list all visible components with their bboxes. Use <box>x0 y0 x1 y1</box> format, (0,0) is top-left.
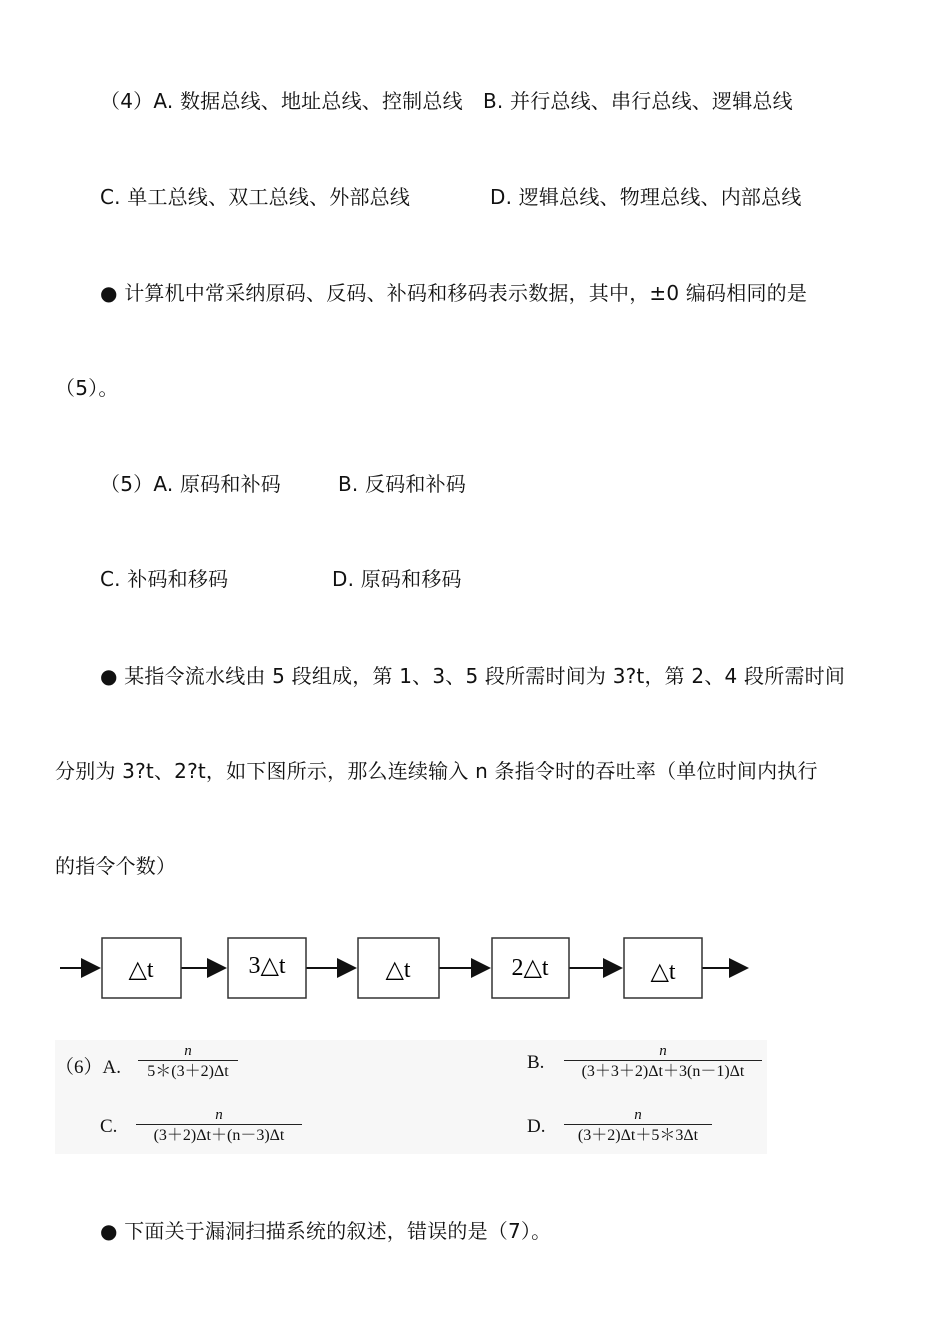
q5-stem-line-2: （5）。 <box>55 376 119 400</box>
q6-option-b-fraction <box>564 1042 762 1082</box>
q6-option-b-numerator: n <box>659 1043 667 1059</box>
q6-option-d-label: D. <box>527 1116 546 1137</box>
q6-stem-line-1: ● 某指令流水线由 5 段组成，第 1、3、5 段所需时间为 3?t，第 2、4 段所需时间 <box>100 664 846 688</box>
q4-option-c: C. 单工总线、双工总线、外部总线 <box>100 185 411 209</box>
pipeline-stage-3-label: △t <box>385 957 411 983</box>
q5-option-d: D. 原码和移码 <box>332 567 462 591</box>
pipeline-stage-5-label: △t <box>650 959 676 985</box>
q6-option-a-numerator: n <box>184 1043 192 1059</box>
q6-option-c-numerator: n <box>215 1107 223 1123</box>
q6-option-d-denominator: (3＋2)Δt＋5＊3Δt <box>564 1124 712 1146</box>
q4-option-d: D. 逻辑总线、物理总线、内部总线 <box>490 185 802 209</box>
q6-option-a-label: （6）A. <box>55 1057 121 1078</box>
q5-option-c: C. 补码和移码 <box>100 567 229 591</box>
q6-stem-line-2: 分别为 3?t、2?t，如下图所示，那么连续输入 n 条指令时的吞吐率（单位时间内执行 <box>55 759 818 783</box>
q5-option-b: B. 反码和补码 <box>338 472 467 496</box>
q6-option-a-denominator: 5＊(3＋2)Δt <box>138 1060 238 1082</box>
q6-option-a-fraction <box>138 1042 238 1082</box>
q6-formula-options <box>55 1040 767 1154</box>
pipeline-stage-2-label: 3△t <box>248 953 286 979</box>
q7-stem-line-1: ● 下面关于漏洞扫描系统的叙述，错误的是（7）。 <box>100 1219 552 1243</box>
q6-stem-line-3: 的指令个数） <box>55 854 177 878</box>
q5-option-a: （5）A. 原码和补码 <box>100 472 281 496</box>
q6-option-d-numerator: n <box>634 1107 642 1123</box>
q5-stem-line-1: ● 计算机中常采纳原码、反码、补码和移码表示数据，其中，±0 编码相同的是 <box>100 281 808 305</box>
pipeline-diagram <box>55 930 775 1010</box>
q6-option-d-fraction <box>564 1106 712 1146</box>
q6-option-c-label: C. <box>100 1116 118 1137</box>
q6-option-c-fraction <box>136 1106 302 1146</box>
q6-option-b-denominator: (3＋3＋2)Δt＋3(n－1)Δt <box>564 1060 762 1082</box>
pipeline-stage-1-label: △t <box>128 957 154 983</box>
q6-option-c-denominator: (3＋2)Δt＋(n－3)Δt <box>136 1124 302 1146</box>
q6-option-b-label: B. <box>527 1052 545 1073</box>
q4-options-line-1: （4）A. 数据总线、地址总线、控制总线 B. 并行总线、串行总线、逻辑总线 <box>100 89 793 113</box>
pipeline-stage-4-label: 2△t <box>511 955 549 981</box>
